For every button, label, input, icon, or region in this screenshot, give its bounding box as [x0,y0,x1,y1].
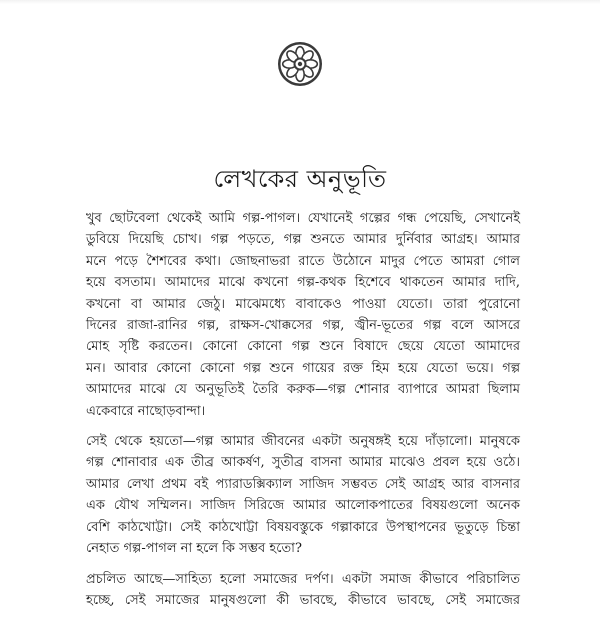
text-line: নেহাত গল্প-পাগল না হলে কি সম্ভব হতো? [86,541,302,557]
text-line: দিনের রাজা-রানির গল্প, রাক্ষস-খোক্কসের গল্প, জ্বীন-ভূতের গল্প বলে আসরে [86,318,520,334]
paragraph-3 [86,569,520,612]
text-line: আমার লেখা প্রথম বই প্যারাডক্সিক্যাল সাজিদ সম্ভবত সেই আগ্রহ আর বাসনার [86,476,520,492]
chapter-title: লেখকের অনুভূতি [213,165,387,193]
paragraph-2 [86,431,520,559]
text-line: প্রচলিত আছে—সাহিত্য হলো সমাজের দর্পণ। একটা সমাজ কীভাবে পরিচালিত [86,571,520,587]
page-top-edge [0,0,600,4]
text-line: হয়ে বসতাম। আমাদের মাঝে কখনো গল্প-কথক হিশেবে থাকতেন আমার দাদি, [86,275,520,291]
flower-ornament-icon [276,40,324,88]
text-line: কখনো বা আমার জেঠু। মাঝেমধ্যে বাবাকেও পাওয়া যেতো। তারা পুরোনো [86,296,520,312]
body-text [86,208,520,620]
text-line: খুব ছোটবেলা থেকেই আমি গল্প-পাগল। যেখানেই গল্পের গন্ধ পেয়েছি, সেখানেই [86,211,520,226]
text-line: একেবারে নাছোড়বান্দা। [86,403,206,419]
text-line: মোহ সৃষ্টি করতেন। কোনো কোনো গল্প শুনে বিষাদে ছেয়ে যেতো আমাদের [86,339,520,355]
text-line: সেই থেকে হয়তো—গল্প আমার জীবনের একটা অনুষঙ্গই হয়ে দাঁড়ালো। মানুষকে [86,434,520,450]
text-line: এক যৌথ সম্মিলন। সাজিদ সিরিজে আমার আলোকপাতের বিষয়গুলো অনেক [86,498,520,514]
paragraph-1 [86,208,520,422]
text-line: বেশি কাঠখোট্টা। সেই কাঠখোট্টা বিষয়বস্তুকে গল্পাকারে উপস্থাপনের ভূতুড়ে চিন্তা [86,519,520,535]
text-line: মন। আবার কোনো কোনো গল্প শুনে গায়ের রক্ত হিম হয়ে যেতো ভয়ে। গল্প [86,360,520,376]
text-line: হচ্ছে, সেই সমাজের মানুষগুলো কী ভাবছে, কীভাবে ভাবছে, সেই সমাজের [86,592,520,608]
text-line: ডুবিয়ে দিয়েছি চোখ। গল্প পড়তে, গল্প শুনতে আমার দুর্নিবার আগ্রহ। আমার [86,232,520,248]
text-line: আমাদের মাঝে যে অনুভূতিই তৈরি করুক—গল্প শোনার ব্যাপারে আমরা ছিলাম [86,382,520,398]
text-line: মনে পড়ে শৈশবের কথা। জোছনাভরা রাতে উঠোনে মাদুর পেতে আমরা গোল [86,253,520,269]
text-line: গল্প শোনাবার এক তীব্র আকর্ষণ, সুতীব্র বাসনা আমার মাঝেও প্রবল হয়ে ওঠে। [86,455,520,471]
